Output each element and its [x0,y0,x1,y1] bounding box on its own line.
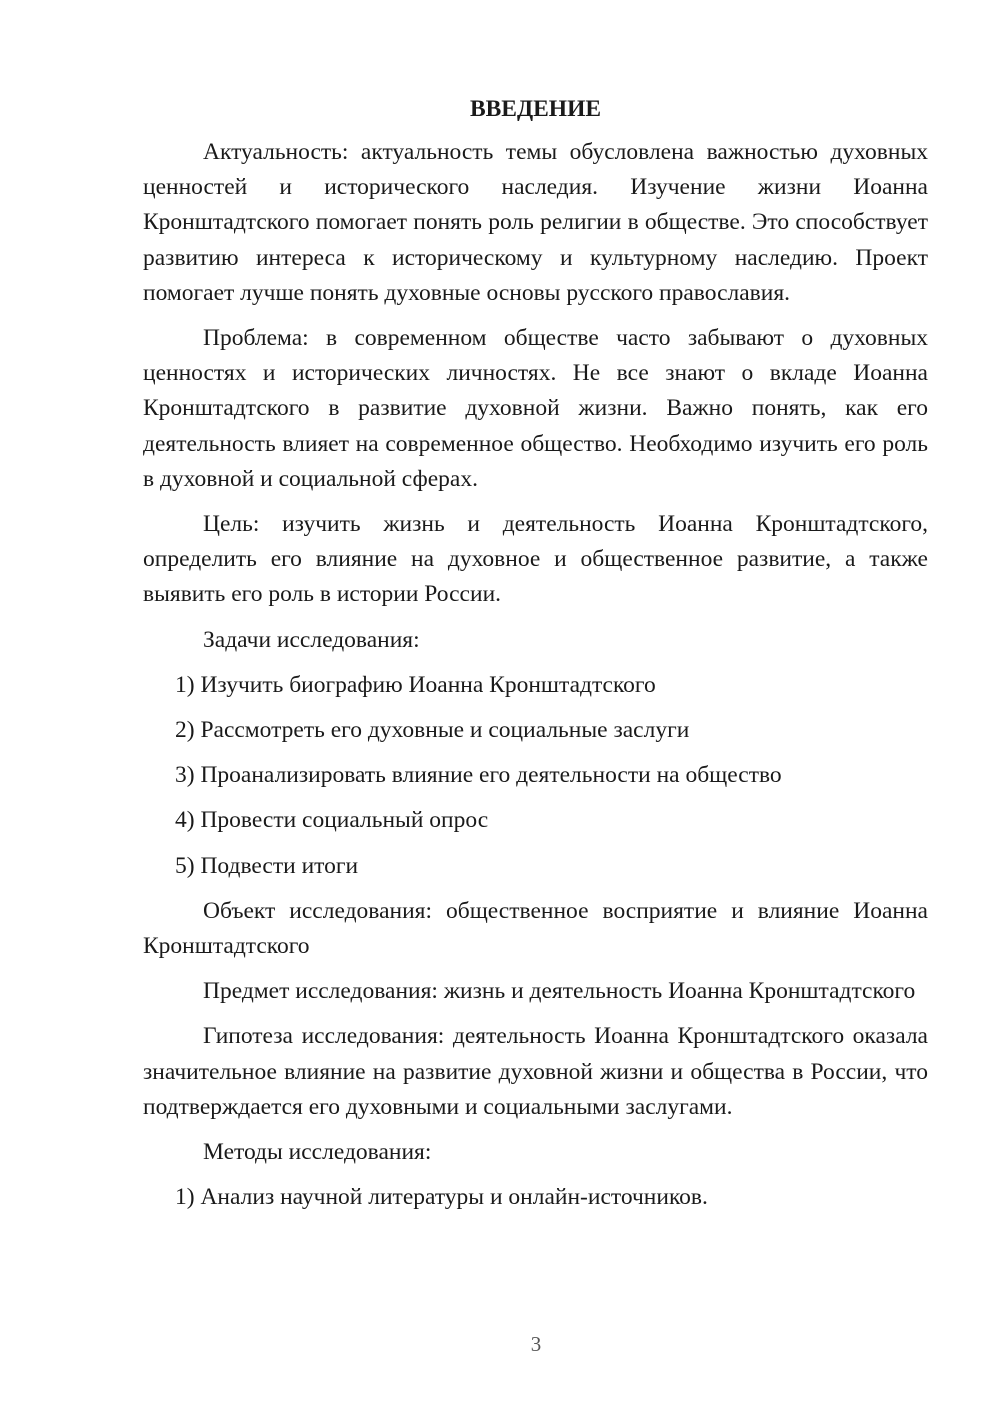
task-item-4: 4) Провести социальный опрос [175,807,489,834]
page-number: 3 [530,1332,542,1356]
methods-title: Методы исследования: [203,1139,432,1166]
method-item-1: 1) Анализ научной литературы и онлайн-источников. [175,1184,708,1211]
paragraph-problem: Проблема: в современном обществе часто забывают о духовных ценностях и исторических личностях. Не все знают о вкладе Иоанна Кронштадтского в развитие духовной жизни. Важно понять, как его деятельность влияет на современное общество. Необходимо изучить его роль в духовной и социальной сферах. [143,325,928,492]
task-item-5: 5) Подвести итоги [175,852,359,879]
task-item-2: 2) Рассмотреть его духовные и социальные заслуги [175,717,690,744]
paragraph-goal: Цель: изучить жизнь и деятельность Иоанна Кронштадтского, определить его влияние на духовное и общественное развитие, а также выявить его роль в истории России. [143,511,928,608]
paragraph-subject: Предмет исследования: жизнь и деятельность Иоанна Кронштадтского [203,978,916,1005]
section-heading: ВВЕДЕНИЕ [469,96,602,122]
page-content [143,92,928,1225]
paragraph-hypothesis: Гипотеза исследования: деятельность Иоанна Кронштадтского оказала значительное влияние на развитие духовной жизни и общества в России, что подтверждается его духовными и социальными заслугами. [143,1023,928,1120]
tasks-title: Задачи исследования: [203,626,420,653]
task-item-1: 1) Изучить биографию Иоанна Кронштадтского [175,671,656,698]
paragraph-relevance: Актуальность: актуальность темы обусловлена важностью духовных ценностей и исторического наследия. Изучение жизни Иоанна Кронштадтского помогает понять роль религии в обществе. Это способствует развитию интереса к историческому и культурному наследию. Проект помогает лучше понять духовные основы русского православия. [143,139,928,306]
paragraph-object: Объект исследования: общественное восприятие и влияние Иоанна Кронштадтского [143,897,928,960]
task-item-3: 3) Проанализировать влияние его деятельности на общество [175,762,782,789]
